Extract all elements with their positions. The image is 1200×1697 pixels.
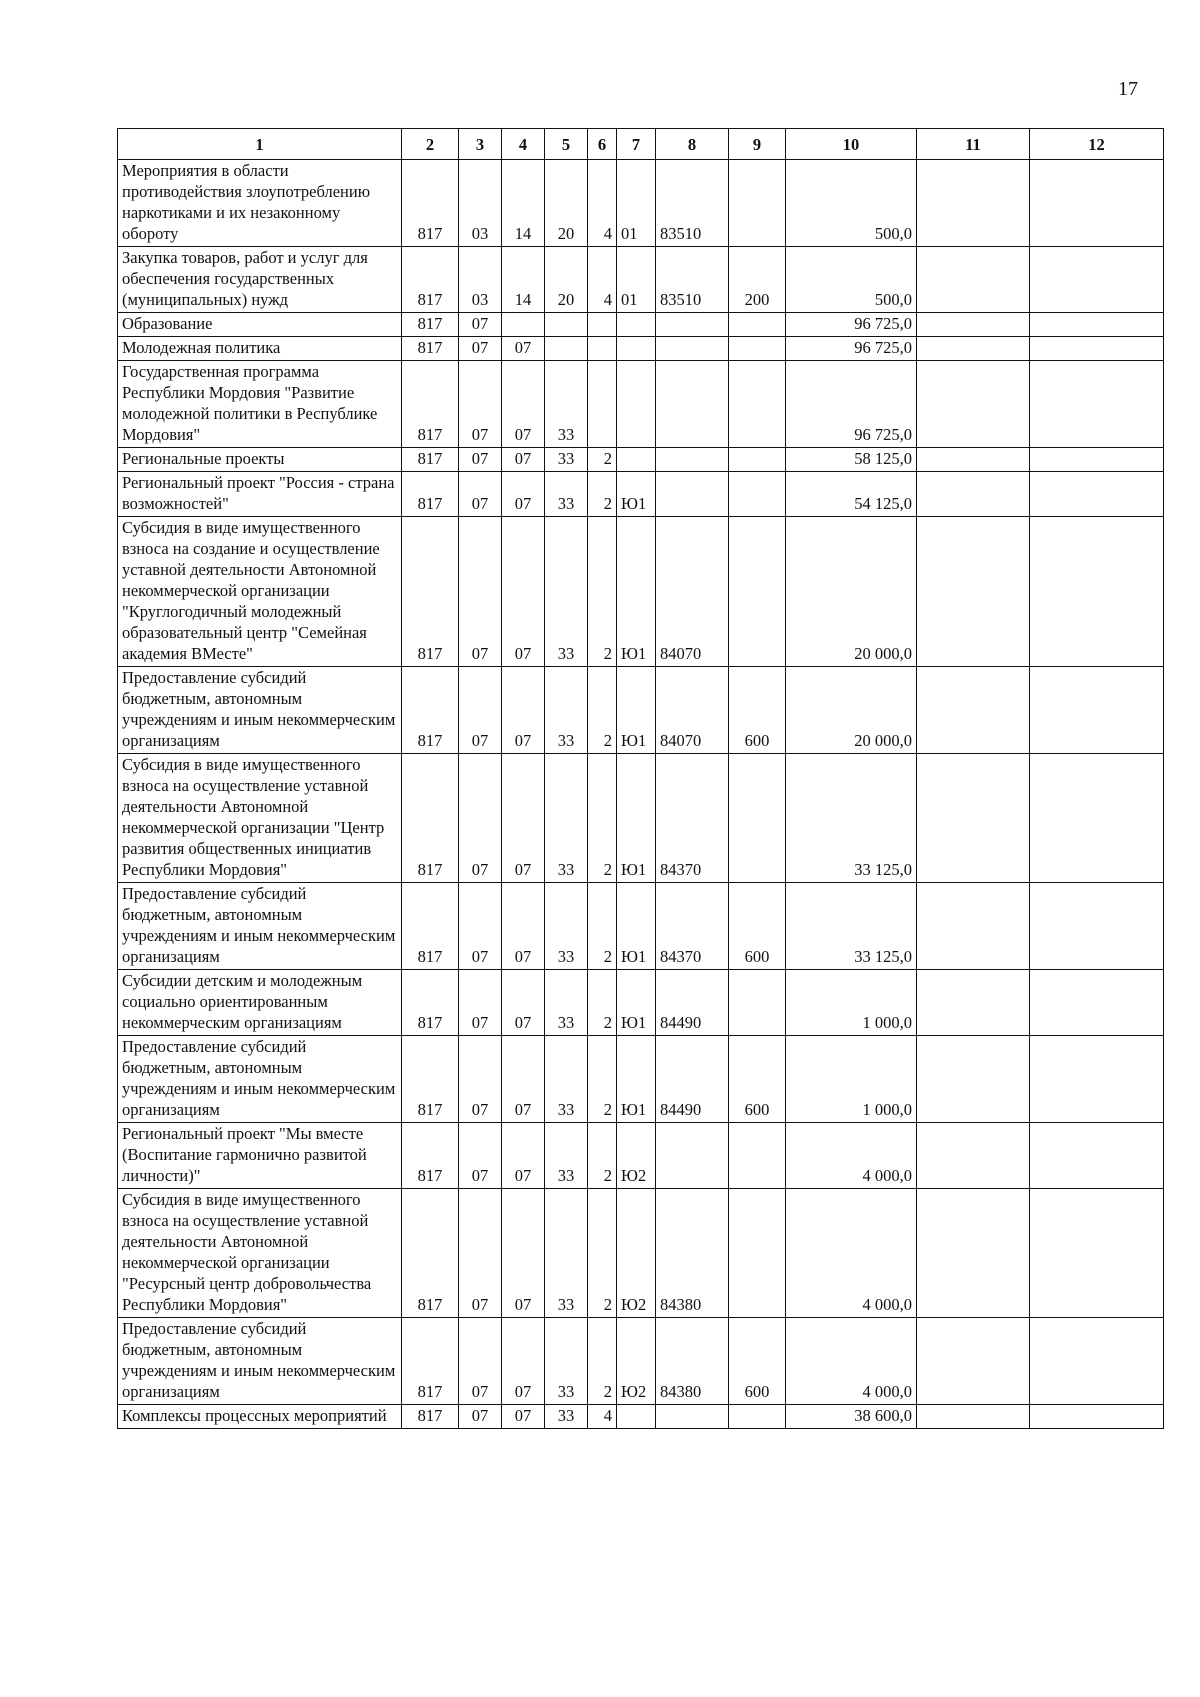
code-col-9 [729, 361, 786, 448]
amount-col-10: 500,0 [786, 160, 917, 247]
amount-col-12 [1030, 361, 1164, 448]
code-col-3: 07 [459, 970, 502, 1036]
code-col-7: Ю2 [617, 1123, 656, 1189]
amount-col-10: 1 000,0 [786, 1036, 917, 1123]
code-col-9 [729, 1123, 786, 1189]
code-col-6: 4 [588, 1405, 617, 1429]
code-col-2: 817 [402, 970, 459, 1036]
code-col-7: Ю1 [617, 517, 656, 667]
amount-col-12 [1030, 970, 1164, 1036]
item-name: Комплексы процессных мероприятий [118, 1405, 402, 1429]
amount-col-11 [917, 160, 1030, 247]
code-col-4: 07 [502, 1405, 545, 1429]
code-col-8: 84490 [656, 1036, 729, 1123]
amount-col-10: 4 000,0 [786, 1123, 917, 1189]
table-row [118, 247, 1164, 313]
code-col-6: 2 [588, 517, 617, 667]
code-col-7: Ю1 [617, 667, 656, 754]
amount-col-11 [917, 1123, 1030, 1189]
code-col-2: 817 [402, 361, 459, 448]
code-col-9: 600 [729, 1318, 786, 1405]
code-col-9 [729, 1189, 786, 1318]
code-col-6 [588, 313, 617, 337]
code-col-4: 07 [502, 970, 545, 1036]
item-name: Субсидия в виде имущественного взноса на создание и осуществление уставной деятельности Автономной некоммерческой организации "Круглогодичный молодежный образовательный центр "Семейная академия ВМесте" [118, 517, 402, 667]
code-col-2: 817 [402, 337, 459, 361]
code-col-5: 33 [545, 754, 588, 883]
header-cell: 5 [545, 129, 588, 160]
code-col-4 [502, 313, 545, 337]
table-row [118, 160, 1164, 247]
code-col-8: 83510 [656, 247, 729, 313]
code-col-2: 817 [402, 247, 459, 313]
amount-col-11 [917, 1189, 1030, 1318]
code-col-5: 20 [545, 160, 588, 247]
amount-col-11 [917, 247, 1030, 313]
table-row [118, 361, 1164, 448]
table-row [118, 337, 1164, 361]
table-row [118, 1036, 1164, 1123]
code-col-2: 817 [402, 883, 459, 970]
code-col-9: 600 [729, 667, 786, 754]
table-row [118, 448, 1164, 472]
code-col-4: 07 [502, 472, 545, 517]
item-name: Предоставление субсидий бюджетным, автономным учреждениям и иным некоммерческим организациям [118, 667, 402, 754]
item-name: Региональный проект "Мы вместе (Воспитание гармонично развитой личности)" [118, 1123, 402, 1189]
code-col-6: 2 [588, 1318, 617, 1405]
code-col-3: 07 [459, 1123, 502, 1189]
amount-col-11 [917, 472, 1030, 517]
header-cell: 4 [502, 129, 545, 160]
table-row [118, 970, 1164, 1036]
amount-col-11 [917, 448, 1030, 472]
code-col-5 [545, 337, 588, 361]
amount-col-10: 4 000,0 [786, 1189, 917, 1318]
code-col-8: 84380 [656, 1189, 729, 1318]
code-col-8 [656, 1405, 729, 1429]
item-name: Региональные проекты [118, 448, 402, 472]
code-col-5: 33 [545, 361, 588, 448]
amount-col-11 [917, 361, 1030, 448]
item-name: Региональный проект "Россия - страна возможностей" [118, 472, 402, 517]
amount-col-12 [1030, 1189, 1164, 1318]
header-cell: 10 [786, 129, 917, 160]
amount-col-10: 96 725,0 [786, 313, 917, 337]
amount-col-11 [917, 1318, 1030, 1405]
amount-col-10: 20 000,0 [786, 667, 917, 754]
amount-col-11 [917, 970, 1030, 1036]
amount-col-12 [1030, 667, 1164, 754]
code-col-2: 817 [402, 754, 459, 883]
code-col-4: 07 [502, 1189, 545, 1318]
code-col-7 [617, 448, 656, 472]
item-name: Предоставление субсидий бюджетным, автономным учреждениям и иным некоммерческим организациям [118, 1318, 402, 1405]
amount-col-10: 33 125,0 [786, 754, 917, 883]
code-col-5 [545, 313, 588, 337]
amount-col-10: 1 000,0 [786, 970, 917, 1036]
budget-table [117, 128, 1164, 1429]
code-col-5: 33 [545, 517, 588, 667]
table-row [118, 754, 1164, 883]
amount-col-11 [917, 517, 1030, 667]
code-col-5: 20 [545, 247, 588, 313]
code-col-7: Ю1 [617, 1036, 656, 1123]
amount-col-12 [1030, 1123, 1164, 1189]
item-name: Субсидии детским и молодежным социально ориентированным некоммерческим организациям [118, 970, 402, 1036]
code-col-2: 817 [402, 472, 459, 517]
code-col-7: Ю1 [617, 883, 656, 970]
code-col-2: 817 [402, 1036, 459, 1123]
amount-col-10: 38 600,0 [786, 1405, 917, 1429]
code-col-3: 07 [459, 1405, 502, 1429]
header-cell: 11 [917, 129, 1030, 160]
code-col-5: 33 [545, 1189, 588, 1318]
code-col-8: 84070 [656, 517, 729, 667]
code-col-9 [729, 472, 786, 517]
code-col-3: 07 [459, 1189, 502, 1318]
code-col-7: 01 [617, 160, 656, 247]
amount-col-11 [917, 883, 1030, 970]
code-col-5: 33 [545, 1405, 588, 1429]
code-col-7 [617, 1405, 656, 1429]
code-col-9 [729, 160, 786, 247]
code-col-4: 07 [502, 517, 545, 667]
amount-col-10: 54 125,0 [786, 472, 917, 517]
code-col-3: 07 [459, 517, 502, 667]
header-cell: 2 [402, 129, 459, 160]
amount-col-12 [1030, 472, 1164, 517]
amount-col-10: 33 125,0 [786, 883, 917, 970]
amount-col-10: 20 000,0 [786, 517, 917, 667]
item-name: Предоставление субсидий бюджетным, автономным учреждениям и иным некоммерческим организациям [118, 883, 402, 970]
amount-col-10: 96 725,0 [786, 337, 917, 361]
item-name: Образование [118, 313, 402, 337]
item-name: Молодежная политика [118, 337, 402, 361]
code-col-2: 817 [402, 313, 459, 337]
code-col-8 [656, 472, 729, 517]
header-row [118, 129, 1164, 160]
code-col-7: Ю2 [617, 1318, 656, 1405]
amount-col-11 [917, 1036, 1030, 1123]
amount-col-10: 96 725,0 [786, 361, 917, 448]
item-name: Государственная программа Республики Мордовия "Развитие молодежной политики в Республике Мордовия" [118, 361, 402, 448]
code-col-6: 2 [588, 1036, 617, 1123]
code-col-3: 07 [459, 883, 502, 970]
amount-col-10: 500,0 [786, 247, 917, 313]
code-col-2: 817 [402, 667, 459, 754]
header-cell: 7 [617, 129, 656, 160]
code-col-2: 817 [402, 517, 459, 667]
code-col-5: 33 [545, 472, 588, 517]
code-col-9: 600 [729, 883, 786, 970]
code-col-3: 07 [459, 754, 502, 883]
code-col-9 [729, 517, 786, 667]
item-name: Предоставление субсидий бюджетным, автономным учреждениям и иным некоммерческим организациям [118, 1036, 402, 1123]
code-col-7 [617, 361, 656, 448]
code-col-4: 07 [502, 754, 545, 883]
code-col-9 [729, 1405, 786, 1429]
code-col-3: 03 [459, 247, 502, 313]
code-col-9 [729, 337, 786, 361]
amount-col-11 [917, 337, 1030, 361]
header-cell: 3 [459, 129, 502, 160]
code-col-4: 07 [502, 361, 545, 448]
code-col-4: 14 [502, 160, 545, 247]
code-col-7: Ю1 [617, 754, 656, 883]
table-row [118, 1405, 1164, 1429]
code-col-5: 33 [545, 1036, 588, 1123]
code-col-2: 817 [402, 1318, 459, 1405]
code-col-7: Ю2 [617, 1189, 656, 1318]
amount-col-11 [917, 313, 1030, 337]
code-col-8 [656, 337, 729, 361]
table-row [118, 313, 1164, 337]
code-col-6: 2 [588, 1123, 617, 1189]
item-name: Субсидия в виде имущественного взноса на осуществление уставной деятельности Автономной некоммерческой организации "Центр развития общественных инициатив Республики Мордовия" [118, 754, 402, 883]
code-col-6: 2 [588, 667, 617, 754]
code-col-8: 84490 [656, 970, 729, 1036]
code-col-3: 07 [459, 667, 502, 754]
code-col-5: 33 [545, 667, 588, 754]
amount-col-12 [1030, 337, 1164, 361]
table-row [118, 1318, 1164, 1405]
code-col-6: 4 [588, 160, 617, 247]
code-col-8 [656, 448, 729, 472]
code-col-8: 84070 [656, 667, 729, 754]
code-col-8: 84370 [656, 754, 729, 883]
code-col-6: 2 [588, 1189, 617, 1318]
amount-col-12 [1030, 883, 1164, 970]
code-col-3: 07 [459, 1036, 502, 1123]
table-row [118, 883, 1164, 970]
code-col-2: 817 [402, 160, 459, 247]
code-col-6: 2 [588, 472, 617, 517]
code-col-9 [729, 754, 786, 883]
item-name: Субсидия в виде имущественного взноса на осуществление уставной деятельности Автономной некоммерческой организации "Ресурсный центр добровольчества Республики Мордовия" [118, 1189, 402, 1318]
code-col-4: 07 [502, 667, 545, 754]
code-col-5: 33 [545, 1318, 588, 1405]
code-col-9: 200 [729, 247, 786, 313]
amount-col-12 [1030, 160, 1164, 247]
amount-col-10: 58 125,0 [786, 448, 917, 472]
header-cell: 12 [1030, 129, 1164, 160]
code-col-4: 07 [502, 337, 545, 361]
table-row [118, 517, 1164, 667]
code-col-6: 2 [588, 883, 617, 970]
code-col-5: 33 [545, 883, 588, 970]
header-cell: 6 [588, 129, 617, 160]
code-col-9 [729, 448, 786, 472]
code-col-6: 2 [588, 970, 617, 1036]
amount-col-10: 4 000,0 [786, 1318, 917, 1405]
code-col-5: 33 [545, 970, 588, 1036]
code-col-2: 817 [402, 1405, 459, 1429]
amount-col-12 [1030, 1036, 1164, 1123]
code-col-8: 84370 [656, 883, 729, 970]
code-col-3: 07 [459, 1318, 502, 1405]
code-col-8: 83510 [656, 160, 729, 247]
code-col-3: 07 [459, 448, 502, 472]
table-row [118, 472, 1164, 517]
header-cell: 8 [656, 129, 729, 160]
code-col-6 [588, 361, 617, 448]
code-col-2: 817 [402, 1123, 459, 1189]
code-col-4: 07 [502, 1123, 545, 1189]
amount-col-12 [1030, 448, 1164, 472]
item-name: Закупка товаров, работ и услуг для обеспечения государственных (муниципальных) нужд [118, 247, 402, 313]
table-row [118, 1123, 1164, 1189]
code-col-6: 4 [588, 247, 617, 313]
page-number: 17 [1118, 78, 1138, 100]
amount-col-12 [1030, 313, 1164, 337]
amount-col-12 [1030, 247, 1164, 313]
code-col-2: 817 [402, 448, 459, 472]
item-name: Мероприятия в области противодействия злоупотреблению наркотиками и их незаконному обороту [118, 160, 402, 247]
header-cell: 1 [118, 129, 402, 160]
code-col-7 [617, 337, 656, 361]
table-row [118, 1189, 1164, 1318]
code-col-3: 07 [459, 472, 502, 517]
code-col-4: 07 [502, 1036, 545, 1123]
code-col-9: 600 [729, 1036, 786, 1123]
code-col-5: 33 [545, 448, 588, 472]
code-col-7 [617, 313, 656, 337]
code-col-3: 07 [459, 337, 502, 361]
code-col-7: Ю1 [617, 472, 656, 517]
code-col-9 [729, 970, 786, 1036]
code-col-7: 01 [617, 247, 656, 313]
code-col-8: 84380 [656, 1318, 729, 1405]
amount-col-12 [1030, 754, 1164, 883]
code-col-3: 07 [459, 361, 502, 448]
code-col-8 [656, 361, 729, 448]
code-col-4: 07 [502, 448, 545, 472]
code-col-5: 33 [545, 1123, 588, 1189]
code-col-2: 817 [402, 1189, 459, 1318]
amount-col-12 [1030, 517, 1164, 667]
code-col-3: 07 [459, 313, 502, 337]
code-col-8 [656, 1123, 729, 1189]
code-col-6 [588, 337, 617, 361]
code-col-6: 2 [588, 754, 617, 883]
header-cell: 9 [729, 129, 786, 160]
code-col-6: 2 [588, 448, 617, 472]
code-col-4: 07 [502, 1318, 545, 1405]
code-col-4: 14 [502, 247, 545, 313]
code-col-8 [656, 313, 729, 337]
code-col-9 [729, 313, 786, 337]
amount-col-11 [917, 754, 1030, 883]
code-col-7: Ю1 [617, 970, 656, 1036]
amount-col-11 [917, 1405, 1030, 1429]
amount-col-11 [917, 667, 1030, 754]
code-col-3: 03 [459, 160, 502, 247]
table-row [118, 667, 1164, 754]
amount-col-12 [1030, 1318, 1164, 1405]
code-col-4: 07 [502, 883, 545, 970]
amount-col-12 [1030, 1405, 1164, 1429]
